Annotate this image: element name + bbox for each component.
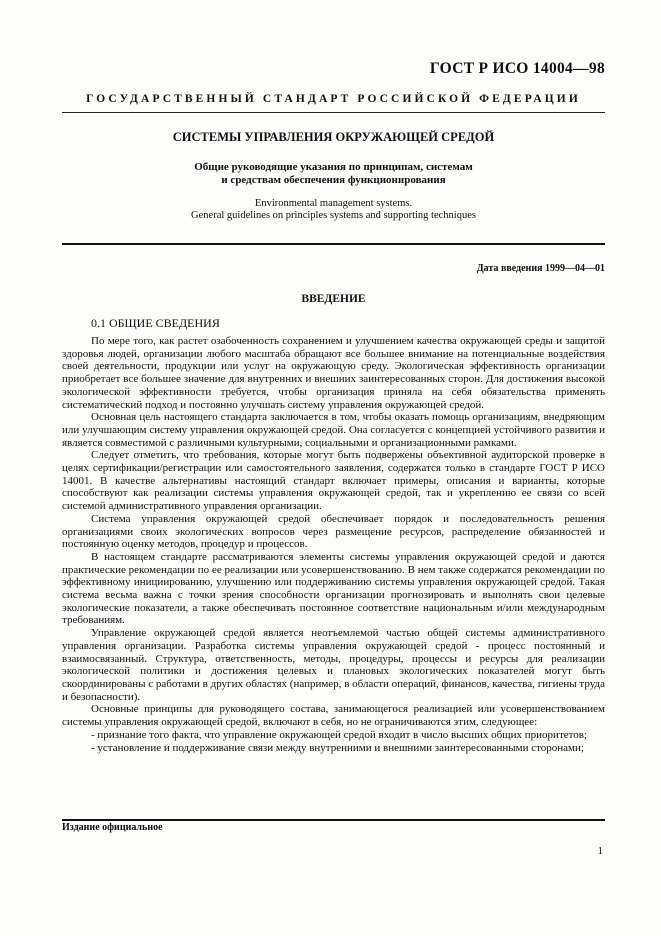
introduction-date: Дата введения 1999—04—01 <box>476 263 605 274</box>
paragraph: Основная цель настоящего стандарта заключается в том, чтобы оказать помощь организациям, внедряющим или улучшающим систему управления окружающей средой. Она согласуется с концепцией устойчивого развития и является совместимой с различными культурными, социальными и организационными рамками. <box>62 411 605 449</box>
paragraph: Управление окружающей средой является неотъемлемой частью общей системы административного управления организации. Разработка системы управления окружающей средой - процесс постоянный и взаимосвязанный. Структура, ответственность, методы, процедуры, процессы и ресурсы для реализации экологической политики и достижения целевых и плановых экологических показателей могут быть скоординированы с работами в других областях (например, в области операций, финансов, качества, гигиены труда и безопасности). <box>62 627 605 703</box>
header-rule <box>62 112 605 113</box>
page-number: 1 <box>597 845 603 857</box>
list-item: - установление и поддерживание связи между внутренними и внешними заинтересованными сторонами; <box>91 741 584 754</box>
paragraph: Основные принципы для руководящего состава, занимающегося реализацией или усовершенствованием системы управления окружающей средой, включают в себя, но не ограничиваются этим, следующее: <box>62 703 605 729</box>
paragraph: Система управления окружающей средой обеспечивает порядок и последовательность решения организациями своих экологических вопросов через размещение ресурсов, распределение обязанностей и постоянную оценку методов, процедур и процессов. <box>62 512 605 551</box>
english-title-line-2: General guidelines on principles systems and supporting techniques <box>191 210 476 221</box>
paragraph: В настоящем стандарте рассматриваются элементы системы управления окружающей средой и даются практические рекомендации по ее реализации или усовершенствованию. В нем также содержатся рекомендации по эффективному инициированию, улучшению или поддерживанию системы управления окружающей средой. Такая система весьма важна с точки зрения способности организации прогнозировать и выполнять свои целевые экологические показатели, а также обеспечивать постоянное соответствие национальным и/или международным требованиям. <box>62 550 605 627</box>
document-subtitle <box>62 161 605 187</box>
list-item: - признание того факта, что управление окружающей средой входит в число высших общих приоритетов; <box>91 728 588 741</box>
document-number: ГОСТ Р ИСО 14004—98 <box>429 60 605 77</box>
document-title: СИСТЕМЫ УПРАВЛЕНИЯ ОКРУЖАЮЩЕЙ СРЕДОЙ <box>172 130 495 144</box>
body-text <box>62 335 605 754</box>
subtitle-line-2: и средствам обеспечения функционирования <box>221 174 446 186</box>
subsection-title: 0.1 ОБЩИЕ СВЕДЕНИЯ <box>91 316 220 330</box>
paragraph: По мере того, как растет озабоченность сохранением и улучшением качества окружающей среды и защитой здоровья людей, организации любого масштаба обращают все большее внимание на потенциальные воздействия своей деятельности, продукции или услуг на окружающую среду. Экологическая эффективность организации приобретает все большее значение для внутренних и внешних заинтересованных сторон. Для достижения высокой экологической эффективности требуется, чтобы организация приняла на себя обязательства применять систематический подход и постоянно улучшать систему управления окружающей средой. <box>62 335 605 411</box>
footer-rule <box>62 819 605 821</box>
official-edition-label: Издание официальное <box>62 822 163 833</box>
state-standard-header: ГОСУДАРСТВЕННЫЙ СТАНДАРТ РОССИЙСКОЙ ФЕДЕРАЦИИ <box>86 93 581 105</box>
section-title: ВВЕДЕНИЕ <box>301 293 366 305</box>
paragraph: Следует отметить, что требования, которые могут быть подвержены объективной аудиторской проверке в целях сертификации/регистрации или самостоятельного заявления, содержатся только в стандарте ГОСТ Р ИСО 14001. В качестве альтернативы настоящий стандарт включает примеры, описания и варианты, которые способствуют как реализации системы управления окружающей средой, так и укреплению ее связи со всей системой административного управления организации. <box>62 449 605 513</box>
english-title <box>62 198 605 222</box>
title-rule <box>62 243 605 245</box>
english-title-line-1: Environmental management systems. <box>254 198 413 209</box>
subtitle-line-1: Общие руководящие указания по принципам, системам <box>194 161 473 173</box>
